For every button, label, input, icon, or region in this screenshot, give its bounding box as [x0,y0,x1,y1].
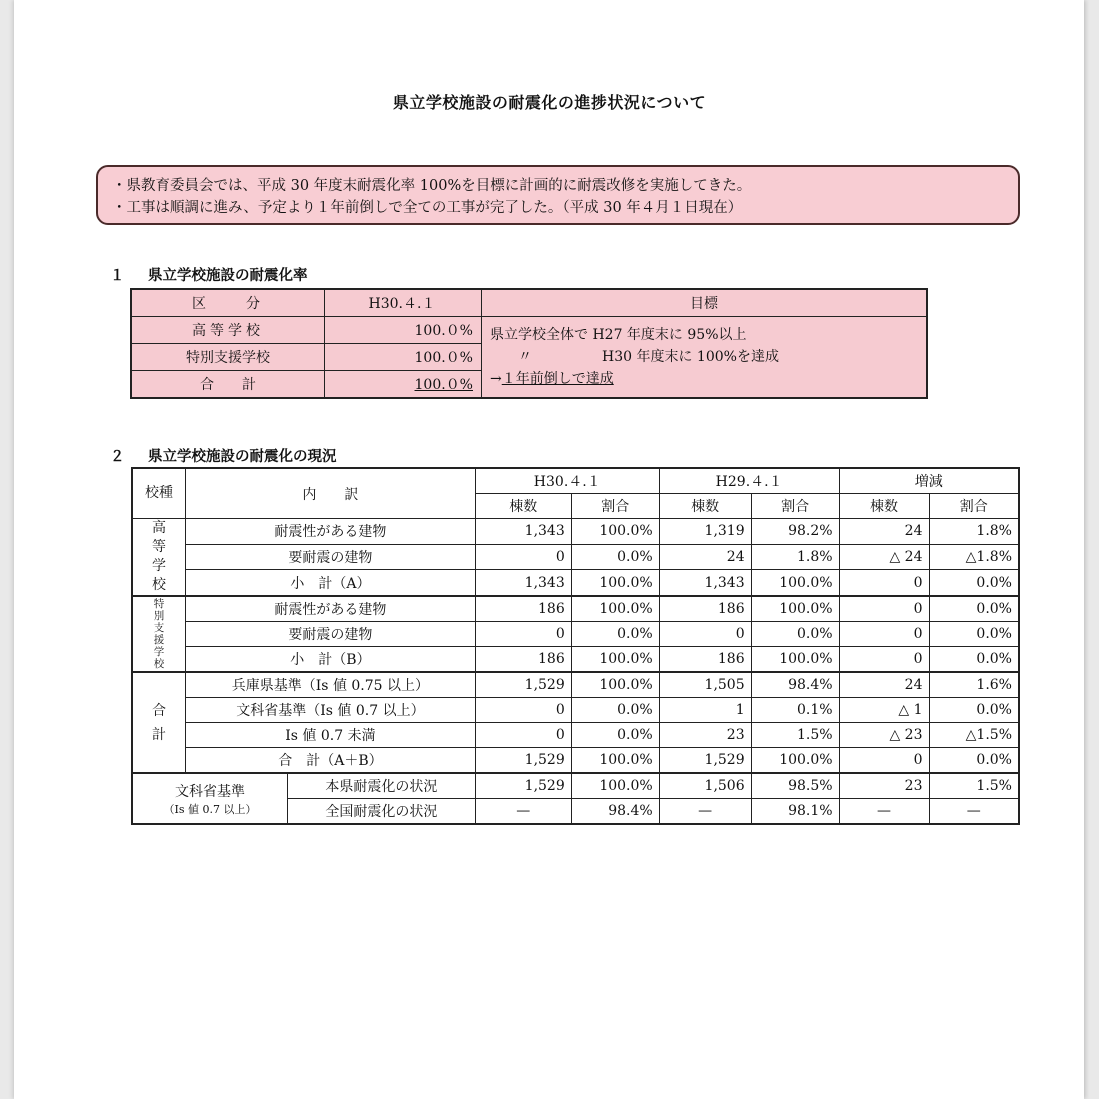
table-row [132,748,1019,774]
row-label: Is 値 0.7 未満 [185,723,475,748]
seismic-rate-table [130,288,928,399]
table-cell: 1,343 [475,570,571,596]
table-cell: 98.5% [751,773,839,799]
table-cell: 0 [839,748,929,774]
table-cell: 0 [839,647,929,673]
table-cell: 0.1% [751,698,839,723]
table-cell: 1,319 [659,519,751,545]
table-cell: △ 1 [839,698,929,723]
row-label: 耐震性がある建物 [185,596,475,622]
table-cell: 0.0% [929,622,1019,647]
table-cell: 0.0% [929,698,1019,723]
table-cell: 0 [839,570,929,596]
group-label-text: 合計 [151,702,166,743]
table-cell: 100.0% [751,570,839,596]
row-label: 要耐震の建物 [185,544,475,570]
row-label: 高等学校 [131,317,325,344]
table-cell: 1.8% [751,544,839,570]
table-cell: 0 [475,544,571,570]
table-cell: 100.0% [571,570,659,596]
table-cell: 1,529 [475,748,571,774]
table-cell: △1.5% [929,723,1019,748]
row-label: 小 計（B） [185,647,475,673]
table-cell: 0 [839,622,929,647]
table-row [132,519,1019,545]
table-cell: 23 [659,723,751,748]
table-cell: 1,343 [659,570,751,596]
table-cell: 0 [839,596,929,622]
document-title: 県立学校施設の耐震化の進捗状況について [392,93,707,112]
section2-heading [110,445,337,466]
header-goal: 目標 [482,289,928,317]
section2-title: 県立学校施設の耐震化の現況 [148,449,337,465]
table-cell: △ 24 [839,544,929,570]
table-body [132,519,1019,825]
row-value: 100.０% [325,344,482,371]
row-label: 要耐震の建物 [185,622,475,647]
table-cell: 0.0% [571,622,659,647]
section1-number: １ [110,268,125,284]
table-row [132,570,1019,596]
reference-label-sub: （Is 値 0.7 以上） [163,802,257,816]
table-cell: 100.0% [571,773,659,799]
table-cell: 0.0% [929,647,1019,673]
table-cell: 1.5% [751,723,839,748]
row-value-total: 100.０% [325,371,482,399]
table-header-row [131,289,927,317]
header-h29: H29.４.１ [659,468,839,494]
table-cell: — [659,799,751,825]
goal-achieved-text: １年前倒しで達成 [501,371,614,387]
table-cell: 24 [839,672,929,698]
subheader-cell: 割合 [571,494,659,519]
header-breakdown: 内 訳 [185,468,475,519]
table-cell: 100.0% [751,647,839,673]
row-label: 耐震性がある建物 [185,519,475,545]
table-cell: 1 [659,698,751,723]
row-label: 本県耐震化の状況 [287,773,475,799]
subheader-cell: 割合 [929,494,1019,519]
row-label: 小 計（A） [185,570,475,596]
group-label-text: 特別支援学校 [153,598,165,670]
header-date: H30.４.１ [325,289,482,317]
table-cell: 1.8% [929,519,1019,545]
table-cell: 186 [475,596,571,622]
table-row [132,672,1019,698]
group-label-special [132,596,185,672]
table-cell: — [929,799,1019,825]
table-cell: △ 23 [839,723,929,748]
arrow-icon: → [490,371,502,387]
subheader-cell: 棟数 [475,494,571,519]
table-row [132,544,1019,570]
table-row [132,698,1019,723]
table-header-row [132,468,1019,494]
table-row [132,723,1019,748]
table-cell: 0 [475,622,571,647]
table-cell: 0.0% [929,748,1019,774]
table-row [131,317,927,344]
row-label: 全国耐震化の状況 [287,799,475,825]
reference-label [132,773,287,824]
group-label-total [132,672,185,773]
table-cell: 1,343 [475,519,571,545]
goal-line-2: 〃 H30 年度末に 100%を達成 [490,349,779,365]
table-cell: — [475,799,571,825]
summary-line-2: ・工事は順調に進み、予定より１年前倒しで全ての工事が完了した。（平成 30 年４月１日現在） [112,200,743,216]
table-cell: 98.4% [751,672,839,698]
table-cell: 1,506 [659,773,751,799]
subheader-cell: 棟数 [839,494,929,519]
table-cell: 1.5% [929,773,1019,799]
table-cell: — [839,799,929,825]
table-cell: △1.8% [929,544,1019,570]
table-row [132,622,1019,647]
row-label: 兵庫県基準（Is 値 0.75 以上） [185,672,475,698]
table-cell: 0 [659,622,751,647]
summary-line-1: ・県教育委員会では、平成 30 年度末耐震化率 100%を目標に計画的に耐震改修を実施してきた。 [112,178,752,194]
table-cell: 1,529 [659,748,751,774]
table-cell: 0.0% [571,723,659,748]
table-row [132,596,1019,622]
row-label: 合 計（A＋B） [185,748,475,774]
group-label-high [132,519,185,597]
table-cell: 100.0% [571,672,659,698]
table-cell: 98.4% [571,799,659,825]
table-cell: 100.0% [751,596,839,622]
table-cell: 100.0% [571,596,659,622]
table-cell: 24 [659,544,751,570]
table-cell: 98.2% [751,519,839,545]
header-school-type: 校種 [132,468,185,519]
table-cell: 23 [839,773,929,799]
table-cell: 1.6% [929,672,1019,698]
row-label: 合 計 [131,371,325,399]
table-cell: 186 [659,647,751,673]
goal-line-3 [490,368,920,390]
table-cell: 100.0% [751,748,839,774]
table-cell: 0 [475,698,571,723]
section2-number: ２ [110,449,125,465]
row-value: 100.０% [325,317,482,344]
summary-box [96,165,1020,225]
table-cell: 1,529 [475,773,571,799]
table-cell: 0.0% [929,570,1019,596]
table-cell: 0.0% [929,596,1019,622]
table-cell: 1,529 [475,672,571,698]
table-row [132,647,1019,673]
goal-line-1: 県立学校全体で H27 年度末に 95%以上 [490,327,747,343]
table-cell: 100.0% [571,519,659,545]
reference-label-main: 文科省基準 [174,783,245,800]
subheader-cell: 棟数 [659,494,751,519]
table-cell: 0.0% [571,544,659,570]
table-row [132,773,1019,799]
header-h30: H30.４.１ [475,468,659,494]
seismic-status-table [131,467,1020,825]
goal-cell [482,317,928,399]
table-cell: 1,505 [659,672,751,698]
row-label: 文科省基準（Is 値 0.7 以上） [185,698,475,723]
table-cell: 24 [839,519,929,545]
table-cell: 186 [659,596,751,622]
table-cell: 0.0% [571,698,659,723]
group-label-text: 高等学校 [151,520,166,593]
row-label: 特別支援学校 [131,344,325,371]
table-cell: 100.0% [571,647,659,673]
table-cell: 0.0% [751,622,839,647]
subheader-cell: 割合 [751,494,839,519]
table-cell: 98.1% [751,799,839,825]
header-category: 区 分 [131,289,325,317]
section1-heading [110,264,308,285]
table-cell: 186 [475,647,571,673]
table-cell: 100.0% [571,748,659,774]
section1-title: 県立学校施設の耐震化率 [148,268,308,284]
header-change: 増減 [839,468,1019,494]
table-cell: 0 [475,723,571,748]
